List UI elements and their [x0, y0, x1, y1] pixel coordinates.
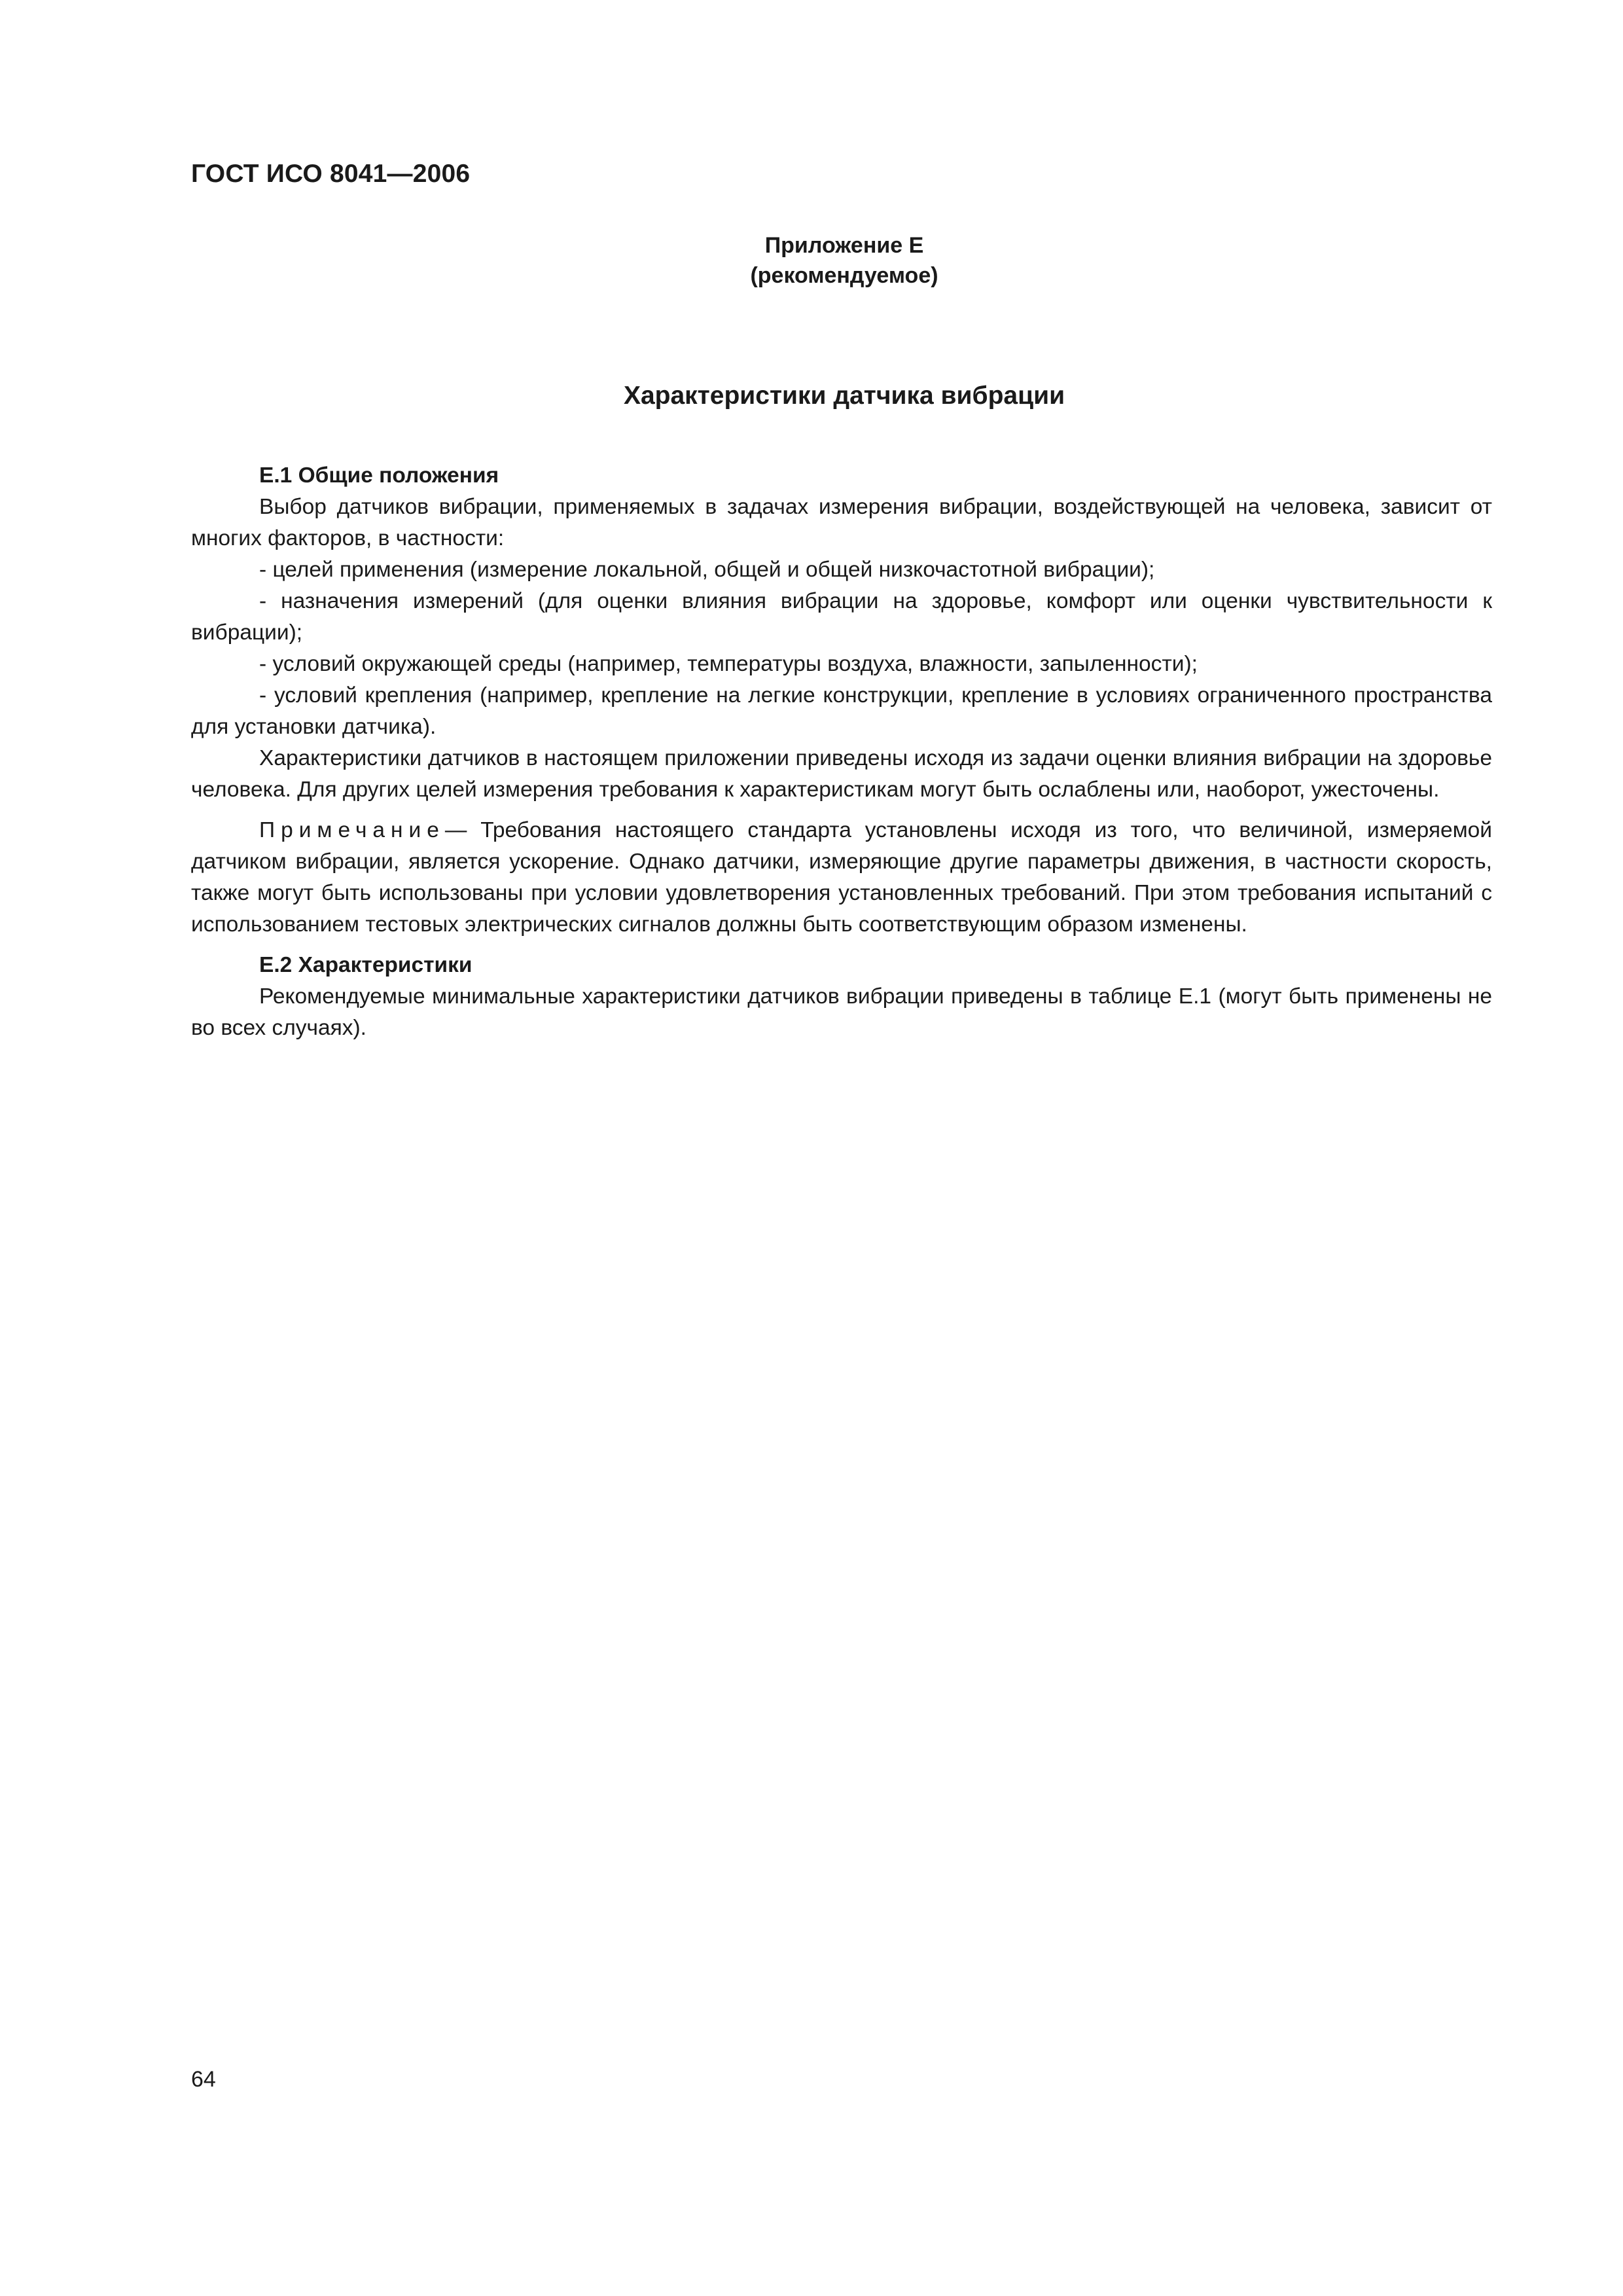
document-code: ГОСТ ИСО 8041—2006 [191, 160, 471, 188]
appendix-title: Характеристики датчика вибрации [623, 382, 1065, 410]
section-e1-closing: Характеристики датчиков в настоящем приложении приведены исходя из задачи оценки влияния вибрации на здоровье человека. Для других целей измерения требования к характеристикам могут быть ослаблены или, наоборот, ужесточены. [191, 746, 1492, 802]
appendix-heading [0, 230, 1623, 291]
section-e2-text: Рекомендуемые минимальные характеристики датчиков вибрации приведены в таблице Е.1 (могут быть применены не во всех случаях). [191, 984, 1492, 1040]
note-label: Примечание [259, 818, 445, 842]
document-body [191, 460, 1492, 1044]
appendix-status: (рекомендуемое) [750, 263, 938, 288]
note [191, 815, 1492, 941]
section-e1-intro: Выбор датчиков вибрации, применяемых в задачах измерения вибрации, воздействующей на человека, зависит от многих факторов, в частности: [191, 495, 1492, 550]
list-item: - назначения измерений (для оценки влияния вибрации на здоровье, комфорт или оценки чувствительности к вибрации); [191, 589, 1492, 645]
section-heading-e1: Е.1 Общие положения [259, 463, 499, 488]
page-number: 64 [191, 2067, 216, 2092]
list-item: - условий крепления (например, крепление на легкие конструкции, крепление в условиях ограниченного пространства для установки датчика). [191, 683, 1492, 739]
list-item: - условий окружающей среды (например, температуры воздуха, влажности, запыленности); [259, 652, 1198, 676]
appendix-label: Приложение Е [764, 233, 924, 258]
note-text: — Требования настоящего стандарта установлены исходя из того, что величиной, измеряемой датчиком вибрации, является ускорение. Однако датчики, измеряющие другие параметры движения, в частности скорость, также могут быть использованы при условии удовлетворения установленных требований. При этом требования испытаний с использованием тестовых электрических сигналов должны быть соответствующим образом изменены. [191, 818, 1492, 937]
list-item: - целей применения (измерение локальной, общей и общей низкочастотной вибрации); [259, 558, 1155, 582]
section-heading-e2: Е.2 Характеристики [259, 953, 473, 977]
